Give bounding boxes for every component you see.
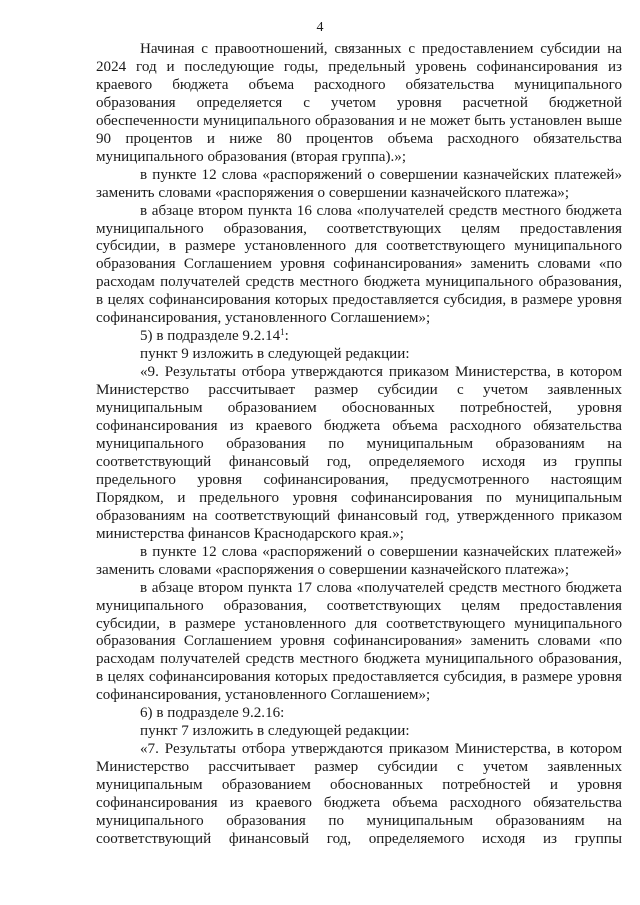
- paragraph-point9-text: «9. Результаты отбора утверждаются приказом Министерства, в котором Министерство рассчитывает размер субсидии с учетом заявленных муниципальным образованием обоснованных потребностей, уровня софинансирования из краевого бюджета объема расходного обязательства муниципального образования по муниципальным образованиям на соответствующий финансовый год, определяемого исходя из группы предельного уровня софинансирования, предусмотренного настоящим Порядком, и предельного уровня софинансирования по муниципальным образованиям на соответствующий финансовый год, утвержденного приказом министерства финансов Краснодарского края.»;: [96, 364, 622, 542]
- paragraph-cofinancing-level: Начиная с правоотношений, связанных с предоставлением субсидии на 2024 год и последующие годы, предельный уровень софинансирования из краевого бюджета объема расходного обязательства муниципального образования определяется с учетом уровня расчетной бюджетной обеспеченности муниципального образования и не может быть установлен выше 90 процентов и ниже 80 процентов объема расходного обязательства муниципального образования (вторая группа).»;: [96, 41, 622, 165]
- paragraph-item5-heading: [96, 328, 622, 346]
- paragraph-point7-text: «7. Результаты отбора утверждаются приказом Министерства, в котором Министерство рассчитывает размер субсидии с учетом заявленных муниципальным образованием обоснованных потребностей и уровня софинансирования из краевого бюджета объема расходного обязательства муниципального образования по муниципальным образованиям на соответствующий финансовый год, определяемого исходя из группы: [96, 741, 622, 847]
- paragraph-point7-intro: пункт 7 изложить в следующей редакции:: [140, 723, 410, 740]
- paragraph-item6-heading: 6) в подразделе 9.2.16:: [140, 705, 285, 722]
- document-body: [96, 41, 622, 849]
- item5-suffix: :: [284, 328, 289, 345]
- page-number: 4: [316, 20, 324, 35]
- paragraph-item12-second: в пункте 12 слова «распоряжений о совершении казначейских платежей» заменить словами «распоряжения о совершении казначейского платежа»;: [96, 543, 622, 578]
- item5-prefix: 5) в подразделе 9.2.14: [140, 328, 281, 345]
- paragraph-item16-replacement: в абзаце втором пункта 16 слова «получателей средств местного бюджета муниципального образования, соответствующих целям предоставления субсидии, в размере установленного для соответствующего муниципального образования Соглашением уровня софинансирования» заменить словами «по расходам получателей средств местного бюджета муниципального образования, в целях софинансирования которых предоставляется субсидия, в размере уровня софинансирования, установленного Соглашением»;: [96, 202, 622, 327]
- paragraph-point9-intro: пункт 9 изложить в следующей редакции:: [140, 346, 410, 363]
- paragraph-item17-replacement: в абзаце втором пункта 17 слова «получателей средств местного бюджета муниципального образования, соответствующих целям предоставления субсидии, в размере установленного для соответствующего муниципального образования Соглашением уровня софинансирования» заменить словами «по расходам получателей средств местного бюджета муниципального образования, в целях софинансирования которых предоставляется субсидия, в размере уровня софинансирования, установленного Соглашением»;: [96, 579, 622, 704]
- paragraph-item12-first: в пункте 12 слова «распоряжений о совершении казначейских платежей» заменить словами «распоряжения о совершении казначейского платежа»;: [96, 166, 622, 201]
- item5-superscript: 1: [280, 327, 285, 338]
